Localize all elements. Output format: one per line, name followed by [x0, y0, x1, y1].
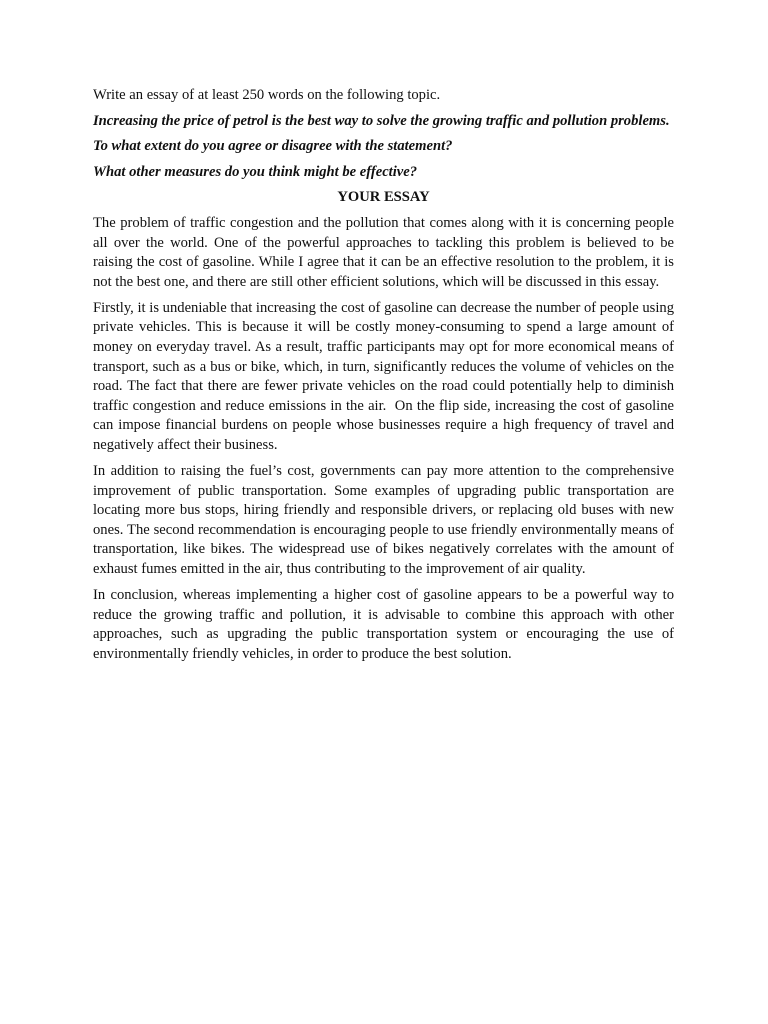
- essay-paragraph-conclusion: In conclusion, whereas implementing a higher cost of gasoline appears to be a powerful way to reduce the growing traffic and pollution, it is advisable to combine this approach with other approaches, such as upgrading the public transportation system or encouraging the use of environmentally friendly vehicles, in order to produce the best solution.: [93, 587, 678, 662]
- question-agree-disagree: To what extent do you agree or disagree with the statement?: [93, 138, 453, 155]
- essay-topic: Increasing the price of petrol is the best way to solve the growing traffic and pollution problems.: [93, 112, 670, 129]
- essay-paragraph-body-1: Firstly, it is undeniable that increasing the cost of gasoline can decrease the number of people using private vehicles. This is because it will be costly money-consuming to spend a large amount of money on everyday travel. As a result, traffic participants may opt for more economical means of transport, such as a bus or bike, which, in turn, significantly reduces the volume of vehicles on the road. The fact that there are fewer private vehicles on the road could potentially help to diminish traffic congestion and reduce emissions in the air. On the flip side, increasing the cost of gasoline can impose financial burdens on people whose businesses require a high frequency of travel and negatively affect their business.: [93, 299, 678, 453]
- question-other-measures: What other measures do you think might be effective?: [93, 163, 418, 180]
- essay-paragraph-body-2: In addition to raising the fuel’s cost, governments can pay more attention to the comprehensive improvement of public transportation. Some examples of upgrading public transportation are locating more bus stops, hiring friendly and responsible drivers, or replacing old buses with new ones. The second recommendation is encouraging people to use friendly environmentally means of transportation, like bikes. The widespread use of bikes negatively correlates with the amount of exhaust fumes emitted in the air, thus contributing to the improvement of air quality.: [93, 463, 678, 578]
- essay-paragraph-introduction: The problem of traffic congestion and the pollution that comes along with it is concerning people all over the world. One of the powerful approaches to tackling this problem is believed to be raising the cost of gasoline. While I agree that it can be an effective resolution to the problem, it is not the best one, and there are still other efficient solutions, which will be discussed in this essay.: [93, 214, 682, 290]
- essay-heading: YOUR ESSAY: [337, 189, 430, 206]
- document-page: [93, 86, 682, 671]
- task-instruction: Write an essay of at least 250 words on the following topic.: [93, 87, 441, 103]
